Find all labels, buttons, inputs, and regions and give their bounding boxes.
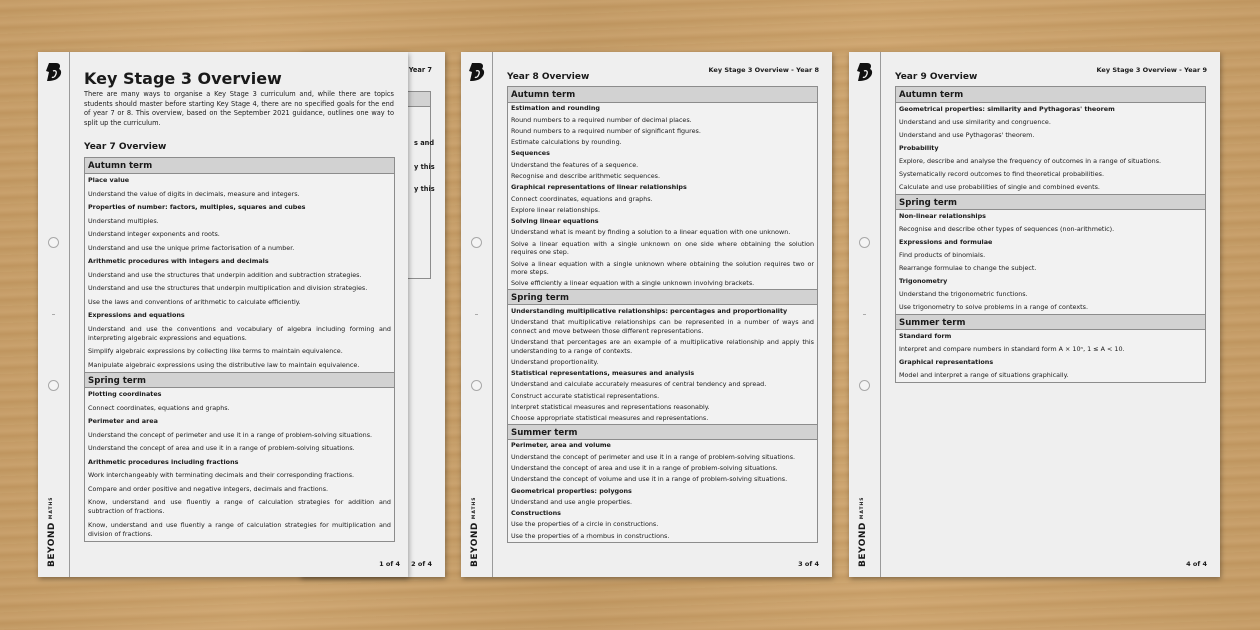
- page-2-running-header: Year 7: [408, 66, 432, 74]
- binding-strip: [461, 52, 493, 577]
- topic-heading: Constructions: [511, 509, 561, 518]
- topic-heading: Statistical representations, measures and analysis: [511, 369, 695, 378]
- term-header: Autumn term: [896, 87, 1205, 103]
- beyond-logo-icon: [469, 62, 485, 82]
- topic-heading: Place value: [88, 176, 130, 185]
- topic-heading: Understanding multiplicative relationships: percentages and proportionality: [511, 306, 788, 315]
- term-header: Spring term: [896, 194, 1205, 210]
- fold-mark: [863, 314, 866, 315]
- topic-heading: Plotting coordinates: [88, 390, 162, 399]
- objective-item: Understand the concept of volume and use it in a range of problem-solving situations.: [511, 475, 788, 484]
- punch-hole: [471, 380, 482, 391]
- objective-item: Calculate and use probabilities of single and combined events.: [899, 183, 1100, 191]
- punch-hole: [859, 380, 870, 391]
- objective-item: Interpret statistical measures and representations reasonably.: [511, 402, 710, 411]
- objective-item: Manipulate algebraic expressions using the distributive law to maintain equivalence.: [88, 360, 360, 369]
- fold-mark: [52, 314, 55, 315]
- objective-item: Solve a linear equation with a single unknown where obtaining the solution requires two or more steps.: [511, 259, 814, 277]
- beyond-logo-icon: [46, 62, 62, 82]
- objective-item: Solve a linear equation with a single unknown on one side where obtaining the solution requires one step.: [511, 239, 814, 257]
- objective-item: Understand and calculate accurately measures of central tendency and spread.: [511, 380, 767, 389]
- objective-item: Understand the value of digits in decimals, measure and integers.: [88, 189, 300, 198]
- topic-heading: Properties of number: factors, multiples, squares and cubes: [88, 203, 306, 212]
- running-header: Key Stage 3 Overview - Year 8: [708, 66, 819, 74]
- objective-item: Understand and use similarity and congruence.: [899, 118, 1051, 127]
- topic-heading: Perimeter, area and volume: [511, 441, 611, 450]
- overview-title: Year 8 Overview: [507, 72, 590, 82]
- objective-item: Use trigonometry to solve problems in a range of contexts.: [899, 302, 1088, 311]
- objective-item: Understand the concept of perimeter and use it in a range of problem-solving situations.: [511, 452, 796, 461]
- page-2-number: 2 of 4: [411, 560, 432, 568]
- objective-item: Understand that percentages are an example of a multiplicative relationship and apply this understanding to a range of contexts.: [511, 337, 814, 355]
- binding-strip: [38, 52, 70, 577]
- topic-heading: Solving linear equations: [511, 217, 599, 226]
- objective-item: Rearrange formulae to change the subject.: [899, 263, 1037, 272]
- objective-item: Simplify algebraic expressions by collecting like terms to maintain equivalence.: [88, 347, 343, 356]
- objective-item: Know, understand and use fluently a range of calculation strategies for multiplication and division of fractions.: [88, 520, 391, 538]
- topic-heading: Expressions and equations: [88, 311, 185, 320]
- objective-item: Understand multiples.: [88, 216, 159, 225]
- brand-wordmark: $BEYOND^{MATHS}$: [858, 496, 868, 567]
- term-header: Summer term: [508, 424, 817, 440]
- objective-item: Understand and use angle properties.: [511, 497, 633, 506]
- page-2-text-fragment: y this: [414, 185, 435, 193]
- topic-heading: Sequences: [511, 149, 550, 158]
- objective-item: Systematically record outcomes to find theoretical probabilities.: [899, 170, 1105, 179]
- objective-item: Estimate calculations by rounding.: [511, 138, 622, 147]
- term-header: Autumn term: [508, 87, 817, 103]
- page-number: 4 of 4: [1186, 560, 1207, 568]
- punch-hole: [471, 237, 482, 248]
- objective-item: Understand and use the structures that underpin multiplication and division strategies.: [88, 284, 368, 293]
- objective-item: Understand the trigonometric functions.: [899, 289, 1028, 298]
- topic-heading: Graphical representations of linear relationships: [511, 183, 687, 192]
- term-header: Spring term: [508, 289, 817, 305]
- objective-item: Understand what is meant by finding a solution to a linear equation with one unknown.: [511, 228, 791, 237]
- objective-item: Solve efficiently a linear equation with a single unknown involving brackets.: [511, 279, 755, 288]
- objective-item: Connect coordinates, equations and graphs.: [88, 403, 230, 412]
- objective-item: Recognise and describe arithmetic sequences.: [511, 172, 661, 181]
- page-3-sheet[interactable]: [461, 52, 832, 577]
- objective-item: Understand the concept of perimeter and use it in a range of problem-solving situations.: [88, 430, 373, 439]
- punch-hole: [859, 237, 870, 248]
- page-2-text-fragment: s and: [414, 139, 435, 147]
- curriculum-table: [895, 86, 1206, 383]
- topic-heading: Arithmetic procedures with integers and decimals: [88, 257, 269, 266]
- objective-item: Understand the concept of area and use it in a range of problem-solving situations.: [511, 464, 778, 473]
- objective-item: Interpret and compare numbers in standard form A × 10ⁿ, 1 ≤ A < 10.: [899, 344, 1125, 353]
- objective-item: Explore linear relationships.: [511, 205, 601, 214]
- page-2-text-fragment: y this: [414, 163, 435, 171]
- objective-item: Connect coordinates, equations and graphs.: [511, 194, 653, 203]
- overview-title: Year 9 Overview: [895, 72, 978, 82]
- topic-heading: Graphical representations: [899, 357, 994, 366]
- punch-hole: [48, 237, 59, 248]
- punch-hole: [48, 380, 59, 391]
- topic-heading: Probability: [899, 144, 939, 153]
- objective-item: Understand and use the unique prime factorisation of a number.: [88, 243, 295, 252]
- objective-item: Understand the concept of area and use it in a range of problem-solving situations.: [88, 444, 355, 453]
- objective-item: Model and interpret a range of situations graphically.: [899, 370, 1069, 379]
- objective-item: Round numbers to a required number of significant figures.: [511, 126, 701, 135]
- running-header: Key Stage 3 Overview - Year 9: [1096, 66, 1207, 74]
- objective-item: Understand that multiplicative relationships can be represented in a number of ways and connect and move between those different representations.: [511, 318, 814, 335]
- binding-strip: [849, 52, 881, 577]
- page-1-sheet[interactable]: [38, 52, 408, 577]
- objective-item: Understand and use the conventions and vocabulary of algebra including forming and interpreting algebraic expressions and equations.: [88, 324, 391, 342]
- objective-item: Round numbers to a required number of decimal places.: [511, 115, 692, 124]
- topic-heading: Trigonometry: [899, 276, 948, 285]
- curriculum-table: [507, 86, 818, 543]
- curriculum-table: [84, 157, 395, 542]
- objective-item: Choose appropriate statistical measures and representations.: [511, 414, 709, 423]
- topic-heading: Geometrical properties: polygons: [511, 486, 632, 495]
- objective-item: Explore, describe and analyse the frequency of outcomes in a range of situations.: [899, 157, 1162, 166]
- objective-item: Find products of binomials.: [899, 250, 986, 259]
- topic-heading: Arithmetic procedures including fractions: [88, 457, 239, 466]
- page-number: 3 of 4: [798, 560, 819, 568]
- objective-item: Understand integer exponents and roots.: [88, 230, 220, 239]
- objective-item: Understand proportionality.: [511, 357, 599, 366]
- term-header: Spring term: [85, 372, 394, 388]
- term-header: Summer term: [896, 314, 1205, 330]
- topic-heading: Expressions and formulae: [899, 237, 993, 246]
- term-header: Autumn term: [85, 158, 394, 174]
- beyond-logo-icon: [857, 62, 873, 82]
- objective-item: Use the laws and conventions of arithmetic to calculate efficiently.: [88, 297, 301, 306]
- page-number: 1 of 4: [379, 560, 400, 568]
- topic-heading: Geometrical properties: similarity and Pythagoras' theorem: [899, 105, 1115, 114]
- topic-heading: Standard form: [899, 331, 952, 340]
- topic-heading: Perimeter and area: [88, 417, 158, 426]
- objective-item: Construct accurate statistical representations.: [511, 391, 660, 400]
- topic-heading: Non-linear relationships: [899, 211, 986, 220]
- objective-item: Understand and use Pythagoras' theorem.: [899, 131, 1035, 140]
- objective-item: Understand and use the structures that underpin addition and subtraction strategies.: [88, 270, 362, 279]
- objective-item: Use the properties of a rhombus in constructions.: [511, 531, 670, 540]
- topic-heading: Estimation and rounding: [511, 104, 600, 113]
- page-4-sheet[interactable]: [849, 52, 1220, 577]
- brand-wordmark: $BEYOND^{MATHS}$: [470, 496, 480, 567]
- overview-title: Year 7 Overview: [84, 142, 167, 152]
- document-title: Key Stage 3 Overview: [84, 69, 282, 88]
- fold-mark: [475, 314, 478, 315]
- objective-item: Compare and order positive and negative integers, decimals and fractions.: [88, 484, 329, 493]
- objective-item: Use the properties of a circle in constructions.: [511, 520, 659, 529]
- objective-item: Know, understand and use fluently a range of calculation strategies for addition and subtraction of fractions.: [88, 498, 391, 516]
- brand-wordmark: $BEYOND^{MATHS}$: [47, 496, 57, 567]
- objective-item: Understand the features of a sequence.: [511, 160, 639, 169]
- intro-paragraph: There are many ways to organise a Key Stage 3 curriculum and, while there are topics students should master before starting Key Stage 4, there are no specified goals for the end of year 7 or 8. This overview, based on the September 2021 guidance, outlines one way to split up the curriculum.: [84, 90, 394, 128]
- objective-item: Recognise and describe other types of sequences (non-arithmetic).: [899, 224, 1115, 233]
- objective-item: Work interchangeably with terminating decimals and their corresponding fractions.: [88, 471, 355, 480]
